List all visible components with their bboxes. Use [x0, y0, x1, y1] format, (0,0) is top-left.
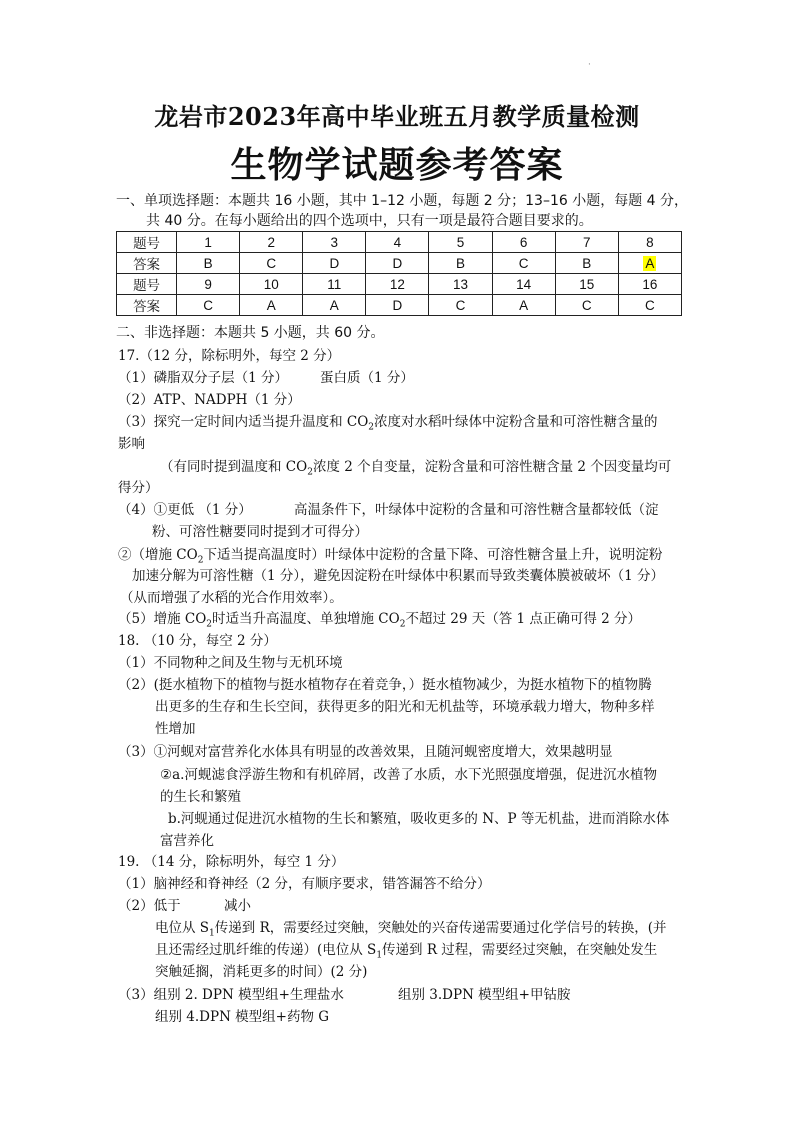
- q17-part3a-pre: （3）探究一定时间内适当提升温度和 CO: [118, 414, 369, 430]
- answer-table-cell: C: [429, 295, 492, 316]
- q17-part1a: （1）磷脂双分子层（1 分）: [118, 370, 288, 386]
- q17-part3c-post: 浓度 2 个自变量，淀粉含量和可溶性糖含量 2 个因变量均可: [312, 459, 672, 475]
- q19-part1: （1）脑神经和脊神经（2 分，有顺序要求，错答漏答不给分）: [118, 876, 491, 892]
- answer-table-row: [117, 295, 682, 316]
- document-subtitle: 生物学试题参考答案: [230, 144, 564, 186]
- answer-table-cell: 8: [618, 232, 681, 253]
- answer-table-row: [117, 232, 682, 253]
- answer-table-cell: C: [240, 253, 303, 274]
- q19-part2b: [155, 916, 667, 939]
- q17-part3d: 得分）: [118, 480, 159, 496]
- q19-heading: 19. （14 分，除标明外，每空 1 分）: [118, 854, 345, 870]
- answer-table-row: [117, 253, 682, 274]
- document-title: 龙岩市2023年高中毕业班五月教学质量检测: [154, 102, 640, 131]
- q18-part3b: ②a.河蚬滤食浮游生物和有机碎屑，改善了水质，水下光照强度增强，促进沉水植物: [160, 767, 657, 783]
- answer-table-cell: 16: [618, 274, 681, 295]
- answer-table-cell: C: [492, 253, 555, 274]
- answer-table-cell: D: [366, 253, 429, 274]
- answer-table-cell: 2: [240, 232, 303, 253]
- answer-table-cell: 15: [555, 274, 618, 295]
- q17-part4a2: 高温条件下，叶绿体中淀粉的含量和可溶性糖含量都较低（淀: [294, 502, 659, 518]
- q18-part2c: 性增加: [155, 721, 196, 737]
- highlighted-answer: A: [645, 255, 655, 271]
- answer-table-cell: C: [555, 295, 618, 316]
- section1-instruction-line2: 共 40 分。在每小题给出的四个选项中，只有一项是最符合题目要求的。: [146, 213, 593, 229]
- answer-table-cell: A: [303, 295, 366, 316]
- answer-table-cell: 4: [366, 232, 429, 253]
- q19-part2c-post: 传递到 R 过程，需要经过突触，在突触处发生: [382, 942, 658, 958]
- q17-part4c: [118, 543, 662, 566]
- answer-table-row-label: 题号: [117, 274, 177, 295]
- answer-table-cell: 7: [555, 232, 618, 253]
- answer-table-cell: [618, 253, 681, 274]
- q19-part3c: 组别 4.DPN 模型组+药物 G: [155, 1009, 330, 1025]
- subscript-2: 2: [399, 619, 406, 630]
- q17-part3c-pre: （有同时提到温度和 CO: [160, 459, 308, 475]
- answer-table-cell: 13: [429, 274, 492, 295]
- answer-table-cell: B: [429, 253, 492, 274]
- answer-table-cell: A: [492, 295, 555, 316]
- answer-table-cell: 11: [303, 274, 366, 295]
- answer-table-cell: D: [303, 253, 366, 274]
- q17-heading: 17.（12 分，除标明外，每空 2 分）: [118, 348, 341, 364]
- subscript-2: 2: [307, 467, 313, 478]
- q17-part5-post: 不超过 29 天（答 1 点正确可得 2 分）: [405, 611, 642, 627]
- section2-heading: 二、非选择题：本题共 5 小题，共 60 分。: [116, 325, 385, 341]
- answer-table-cell: A: [240, 295, 303, 316]
- q18-part2b: 出更多的生存和生长空间，获得更多的阳光和无机盐等，环境承载力增大，物种多样: [155, 699, 655, 715]
- q17-part5: [118, 607, 641, 630]
- answer-table-cell: D: [366, 295, 429, 316]
- section1-instruction-line1: 一、单项选择题：本题共 16 小题，其中 1–12 小题，每题 2 分；13–16 小题，每题 4 分，: [116, 193, 689, 209]
- q17-part4a1: （4）①更低 （1 分）: [118, 502, 252, 518]
- answer-table-row-label: 答案: [117, 253, 177, 274]
- answer-table-cell: C: [618, 295, 681, 316]
- answer-table-cell: B: [555, 253, 618, 274]
- q19-part2c-pre: 且还需经过肌纤维的传递）(电位从 S: [155, 942, 377, 958]
- answer-table-cell: 10: [240, 274, 303, 295]
- q18-part3c: 的生长和繁殖: [160, 789, 241, 805]
- subscript-2: 2: [206, 619, 213, 630]
- q17-part4c-post: 下适当提高温度时）叶绿体中淀粉的含量下降、可溶性糖含量上升，说明淀粉: [203, 547, 663, 563]
- corner-mark: ·: [588, 60, 591, 70]
- subscript-1: 1: [209, 928, 215, 939]
- q17-part4e: （从而增强了水稻的光合作用效率）。: [120, 590, 343, 606]
- q19-part2b-post: 传递到 R，需要经过突触，突触处的兴奋传递需要通过化学信号的转换，(并: [214, 920, 667, 936]
- q18-heading: 18. （10 分，每空 2 分）: [118, 633, 277, 649]
- q19-part2d: 突触延搁，消耗更多的时间）(2 分): [155, 964, 368, 980]
- answer-table-cell: 12: [366, 274, 429, 295]
- answer-table-cell: 9: [177, 274, 240, 295]
- q17-part4d: 加速分解为可溶性糖（1 分），避免因淀粉在叶绿体中积累而导致类囊体膜被破坏（1 分）: [132, 568, 665, 584]
- answer-table-cell: 1: [177, 232, 240, 253]
- answer-table-row-label: 题号: [117, 232, 177, 253]
- answer-table-cell: C: [177, 295, 240, 316]
- subscript-2: 2: [368, 422, 375, 433]
- answer-table-cell: 14: [492, 274, 555, 295]
- subscript-1: 1: [376, 950, 383, 961]
- answer-table-cell: 6: [492, 232, 555, 253]
- answer-table-row-label: 答案: [117, 295, 177, 316]
- q19-part2c: [155, 938, 657, 961]
- q17-part3b: 影响: [118, 436, 145, 452]
- q18-part1: （1）不同物种之间及生物与无机环境: [118, 655, 343, 671]
- q17-part3c: [160, 455, 671, 478]
- q19-part3b: 组别 3.DPN 模型组+甲钴胺: [398, 987, 571, 1003]
- q18-part3e: 富营养化: [160, 833, 214, 849]
- q18-part3a: （3）①河蚬对富营养化水体具有明显的改善效果，且随河蚬密度增大，效果越明显: [118, 744, 613, 760]
- q17-part3a-post: 浓度对水稻叶绿体中淀粉含量和可溶性糖含量的: [374, 414, 658, 430]
- answer-table: [116, 231, 682, 316]
- q17-part3a: [118, 410, 658, 433]
- q18-part3d: b.河蚬通过促进沉水植物的生长和繁殖，吸收更多的 N、P 等无机盐，进而消除水体: [168, 811, 670, 827]
- answer-table-cell: B: [177, 253, 240, 274]
- answer-table-row: [117, 274, 682, 295]
- q19-part3a: （3）组别 2. DPN 模型组+生理盐水: [118, 987, 344, 1003]
- subscript-2: 2: [197, 555, 204, 566]
- q17-part5-pre: （5）增施 CO: [118, 611, 207, 627]
- q17-part4c-pre: ②（增施 CO: [118, 547, 198, 563]
- answer-table-cell: 5: [429, 232, 492, 253]
- q17-part1b: 蛋白质（1 分）: [320, 370, 414, 386]
- answer-table-cell: 3: [303, 232, 366, 253]
- q19-part2a2: 减小: [224, 898, 251, 914]
- q19-part2b-pre: 电位从 S: [155, 920, 210, 936]
- q17-part2: （2）ATP、NADPH（1 分）: [118, 392, 301, 408]
- q18-part2a: （2）(挺水植物下的植物与挺水植物存在着竞争，）挺水植物减少，为挺水植物下的植物腾: [118, 677, 652, 693]
- q17-part5-mid: 时适当升高温度、单独增施 CO: [212, 611, 400, 627]
- q17-part4b: 粉、可溶性糖要同时提到才可得分）: [152, 524, 368, 540]
- q19-part2a1: （2）低于: [118, 898, 181, 914]
